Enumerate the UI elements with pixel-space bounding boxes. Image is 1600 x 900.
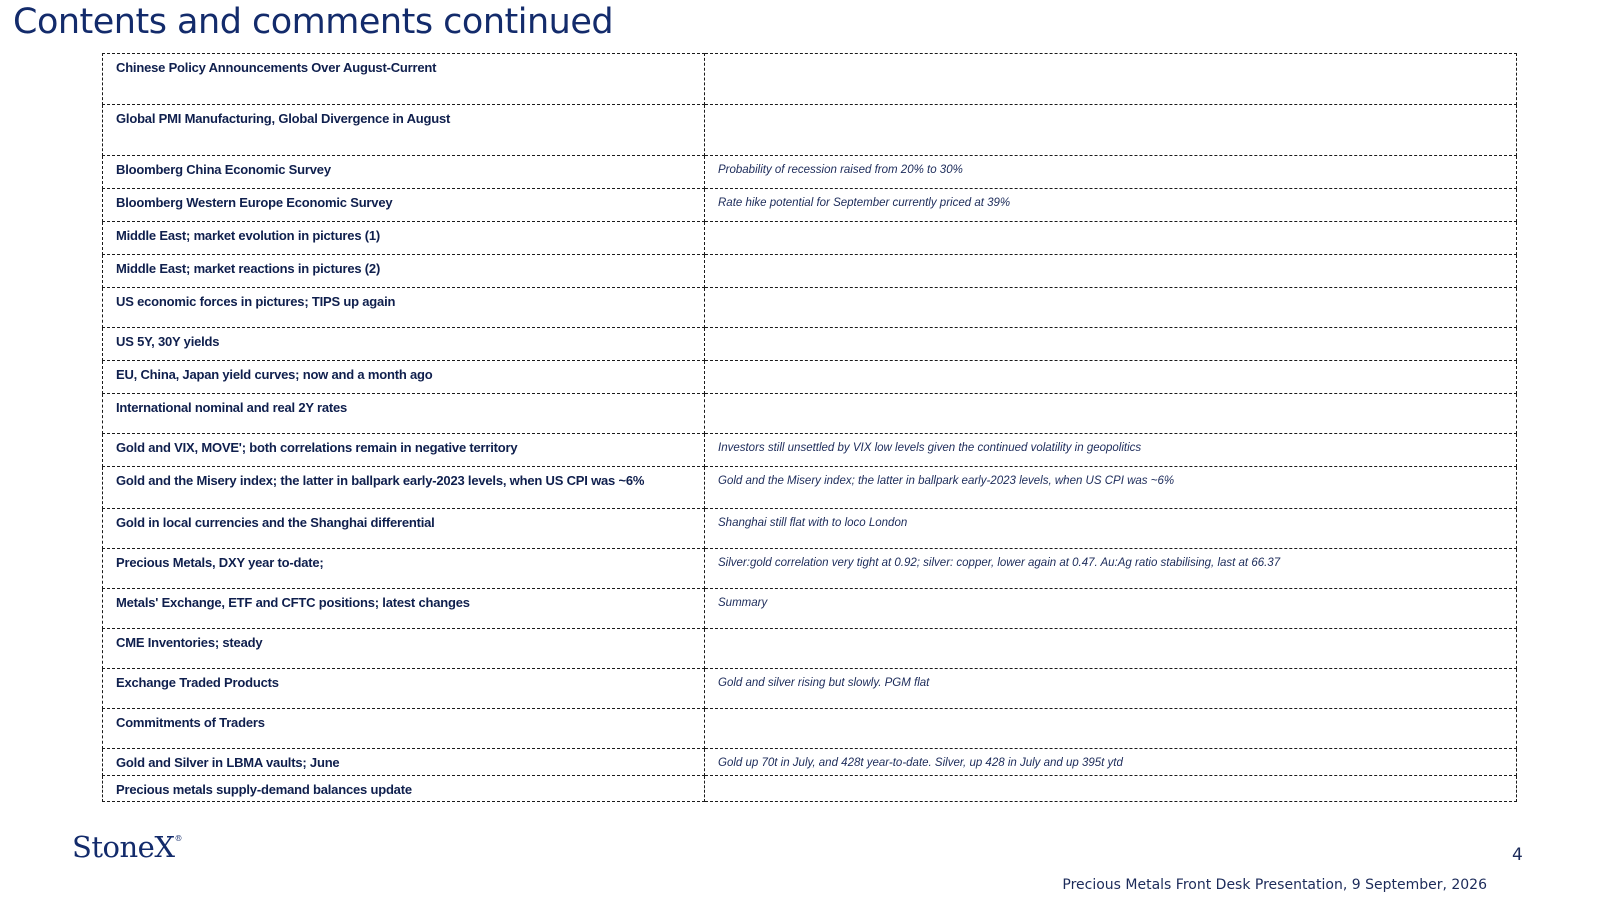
page-title: Contents and comments continued [13, 2, 614, 42]
comment-cell: Summary [705, 589, 1517, 629]
topic-cell: Gold and Silver in LBMA vaults; June [103, 749, 705, 776]
table-row [103, 156, 1517, 189]
presentation-footer: Precious Metals Front Desk Presentation, 9 September, 2026 [1062, 877, 1487, 893]
table-row [103, 776, 1517, 802]
topic-cell: Metals' Exchange, ETF and CFTC positions; latest changes [103, 589, 705, 629]
comment-cell: Gold and silver rising but slowly. PGM flat [705, 669, 1517, 709]
topic-cell: CME Inventories; steady [103, 629, 705, 669]
topic-cell: Global PMI Manufacturing, Global Divergence in August [103, 105, 705, 156]
comment-cell: Rate hike potential for September currently priced at 39% [705, 189, 1517, 222]
table-row [103, 288, 1517, 328]
comment-cell [705, 629, 1517, 669]
table-row [103, 222, 1517, 255]
table-row [103, 54, 1517, 105]
comment-cell [705, 288, 1517, 328]
table-row [103, 434, 1517, 467]
comment-cell: Gold up 70t in July, and 428t year-to-date. Silver, up 428 in July and up 395t ytd [705, 749, 1517, 776]
topic-cell: US 5Y, 30Y yields [103, 328, 705, 361]
table-row [103, 328, 1517, 361]
stonex-logo: StoneX® [72, 830, 182, 864]
table-row [103, 629, 1517, 669]
comment-cell: Shanghai still flat with to loco London [705, 509, 1517, 549]
comment-cell [705, 328, 1517, 361]
topic-cell: Bloomberg Western Europe Economic Survey [103, 189, 705, 222]
table-row [103, 669, 1517, 709]
topic-cell: Bloomberg China Economic Survey [103, 156, 705, 189]
comment-cell: Silver:gold correlation very tight at 0.92; silver: copper, lower again at 0.47. Au:Ag ratio stabilising, last at 66.37 [705, 549, 1517, 589]
table-row [103, 589, 1517, 629]
comment-cell: Gold and the Misery index; the latter in ballpark early-2023 levels, when US CPI was ~6% [705, 467, 1517, 509]
comment-cell [705, 361, 1517, 394]
comment-cell [705, 222, 1517, 255]
comment-cell: Probability of recession raised from 20% to 30% [705, 156, 1517, 189]
table-row [103, 749, 1517, 776]
topic-cell: Gold in local currencies and the Shanghai differential [103, 509, 705, 549]
topic-cell: Commitments of Traders [103, 709, 705, 749]
topic-cell: Chinese Policy Announcements Over August-Current [103, 54, 705, 105]
topic-cell: Middle East; market reactions in pictures (2) [103, 255, 705, 288]
table-row [103, 361, 1517, 394]
table-row [103, 189, 1517, 222]
topic-cell: Middle East; market evolution in pictures (1) [103, 222, 705, 255]
topic-cell: Gold and the Misery index; the latter in ballpark early-2023 levels, when US CPI was ~6% [103, 467, 705, 509]
table-row [103, 549, 1517, 589]
table-row [103, 394, 1517, 434]
topic-cell: Exchange Traded Products [103, 669, 705, 709]
topic-cell: International nominal and real 2Y rates [103, 394, 705, 434]
comment-cell [705, 776, 1517, 802]
table-row [103, 105, 1517, 156]
comment-cell [705, 105, 1517, 156]
comment-cell [705, 709, 1517, 749]
topic-cell: US economic forces in pictures; TIPS up again [103, 288, 705, 328]
table-row [103, 509, 1517, 549]
table-row [103, 467, 1517, 509]
contents-table [102, 53, 1517, 802]
page-number: 4 [1512, 845, 1523, 865]
topic-cell: Precious metals supply-demand balances update [103, 776, 705, 802]
topic-cell: EU, China, Japan yield curves; now and a month ago [103, 361, 705, 394]
comment-cell [705, 54, 1517, 105]
comment-cell [705, 255, 1517, 288]
comment-cell [705, 394, 1517, 434]
comment-cell: Investors still unsettled by VIX low levels given the continued volatility in geopolitics [705, 434, 1517, 467]
topic-cell: Gold and VIX, MOVE'; both correlations remain in negative territory [103, 434, 705, 467]
topic-cell: Precious Metals, DXY year to-date; [103, 549, 705, 589]
table-row [103, 255, 1517, 288]
table-row [103, 709, 1517, 749]
